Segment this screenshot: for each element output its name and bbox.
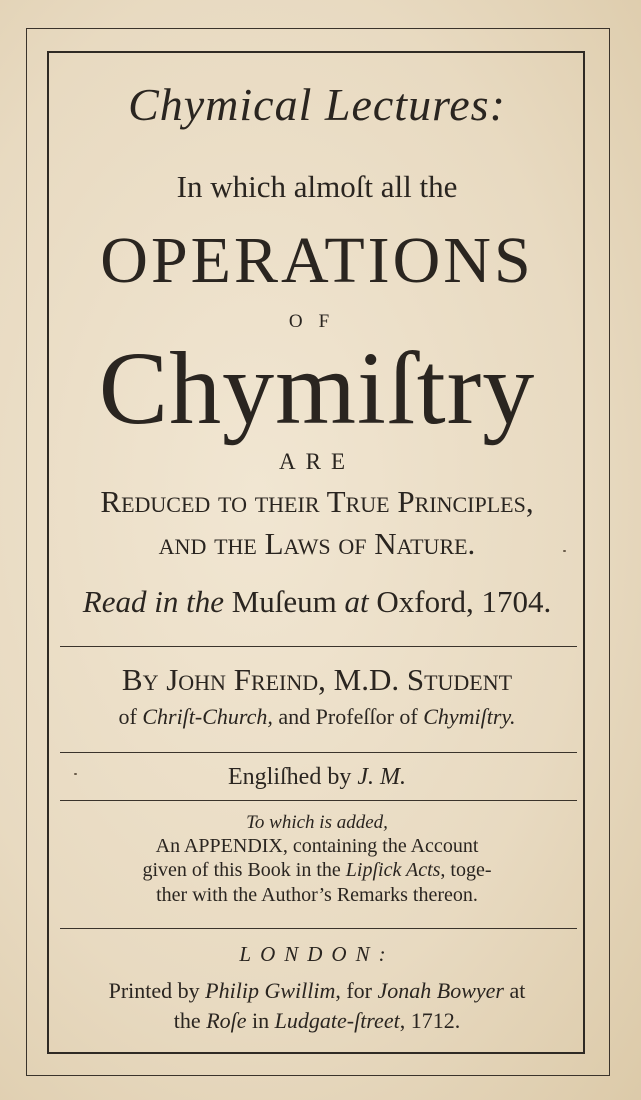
- given-text: given of this Book in the: [142, 859, 346, 881]
- book-title: Chymical Lectures:: [128, 79, 506, 130]
- translator-line: [50, 765, 584, 789]
- at-text: at: [344, 584, 369, 619]
- lipsick-acts-text: Lipſick Acts: [345, 859, 441, 881]
- author-line: By John Freind, M.D. Student: [121, 662, 513, 697]
- subtitle-operations: OPERATIONS: [100, 224, 534, 297]
- appendix-line-3: ther with the Author’s Remarks thereon.: [156, 884, 478, 906]
- together-text: , toge-: [440, 859, 492, 881]
- in-text: in: [246, 1008, 275, 1033]
- museum-text: Muſeum: [223, 584, 345, 619]
- publisher-name: Jonah Bowyer: [377, 978, 504, 1003]
- appendix-intro: To which is added,: [246, 812, 388, 833]
- ink-speck: [74, 773, 77, 775]
- imprint-place: LONDON:: [239, 942, 395, 966]
- printer-name: Philip Gwillim: [205, 978, 336, 1003]
- read-at-oxford-line: [50, 586, 584, 617]
- subtitle-of: OF: [288, 311, 346, 332]
- at-text: at: [503, 978, 526, 1003]
- divider-rule: [60, 752, 577, 753]
- rose-text: Roſe: [206, 1008, 247, 1033]
- divider-rule: [60, 800, 577, 801]
- year-text: , 1712.: [399, 1008, 461, 1033]
- subtitle-line-1: In which almoſt all the: [176, 169, 458, 204]
- street-text: Ludgate-ſtreet: [274, 1008, 400, 1033]
- subtitle-principles: Reduced to their True Principles,: [100, 484, 534, 519]
- imprint-line-2: [50, 1010, 584, 1032]
- appendix-line-1: An APPENDIX, containing the Account: [155, 835, 479, 857]
- ink-speck: [563, 550, 566, 552]
- subtitle-laws: and the Laws of Nature.: [158, 526, 476, 561]
- professor-text: and Profeſſor of: [272, 704, 424, 729]
- of-text: of: [118, 704, 143, 729]
- christ-church-text: Chriſt-Church,: [142, 704, 273, 729]
- the-text: the: [173, 1008, 207, 1033]
- printed-by-text: Printed by: [108, 978, 206, 1003]
- translator-initials: J. M.: [357, 764, 406, 790]
- englished-by-text: Engliſhed by: [228, 764, 358, 790]
- author-affiliation: [50, 706, 584, 728]
- for-text: , for: [335, 978, 378, 1003]
- imprint-line-1: [50, 980, 584, 1002]
- subtitle-chymistry: Chymiſtry: [98, 331, 536, 446]
- oxford-year-text: Oxford, 1704.: [368, 584, 552, 619]
- subtitle-are: ARE: [279, 449, 355, 474]
- chymistry-text: Chymiſtry.: [423, 704, 516, 729]
- divider-rule: [60, 646, 577, 647]
- read-in-the-text: Read in the: [82, 584, 224, 619]
- divider-rule: [60, 928, 577, 929]
- appendix-line-2: [50, 860, 584, 880]
